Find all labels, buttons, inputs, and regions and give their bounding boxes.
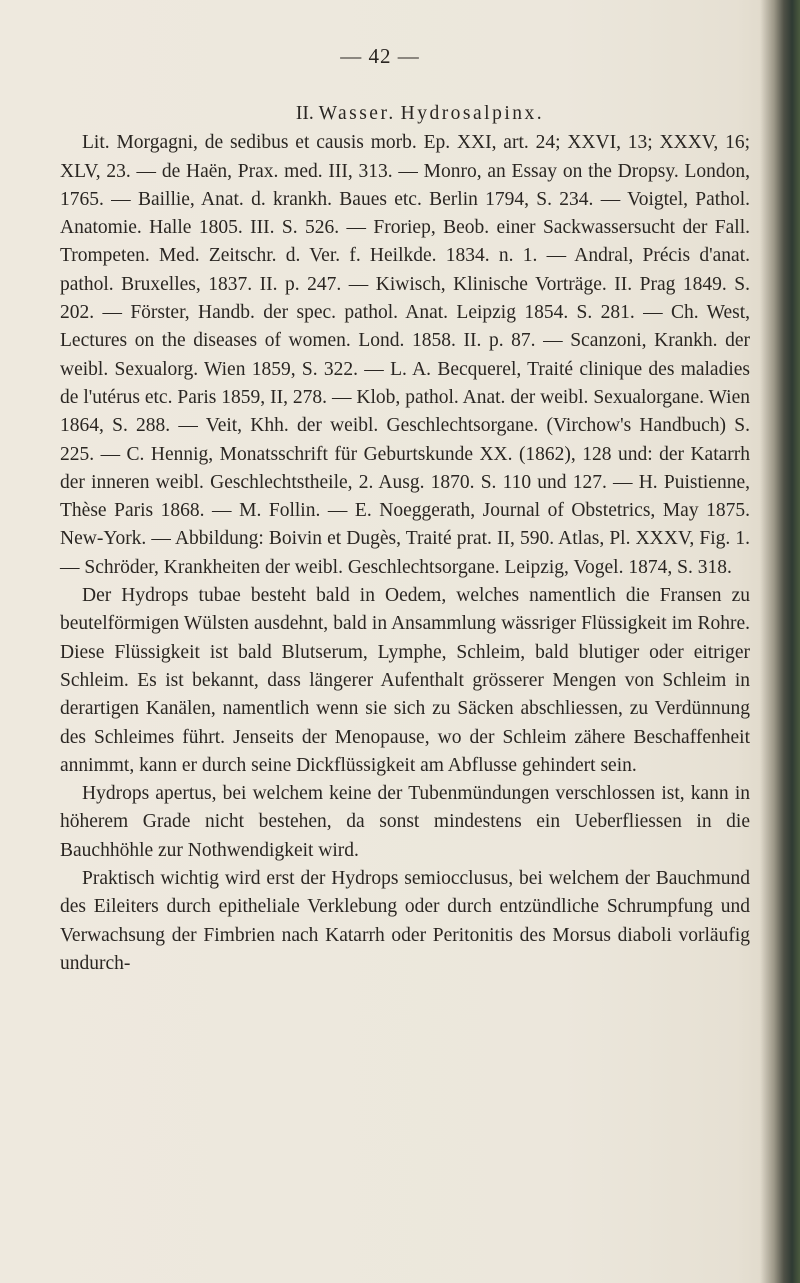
section-heading (60, 100, 750, 128)
page-number: — 42 — (340, 44, 420, 68)
body-paragraph: Der Hydrops tubae besteht bald in Oedem, welches namentlich die Fransen zu beutelförmigen Wülsten ausdehnt, bald in Ansammlung wässriger Flüssigkeit im Rohre. Diese Flüssigkeit ist bald Blutserum, Lymphe, Schleim, bald blutiger oder eitriger Schleim. Es ist bekannt, dass längerer Aufenthalt grösserer Mengen von Schleim in derartigen Kanälen, namentlich wenn sie sich zu Säcken abschliessen, zu Verdünnung des Schleimes führt. Jenseits der Menopause, wo der Schleim zähere Beschaffenheit annimmt, kann er durch seine Dickflüssigkeit am Abflusse gehindert sein. (60, 585, 750, 776)
section-title-word: Wasser. (318, 103, 396, 124)
section-numeral: II. (295, 103, 314, 124)
body-paragraph: Praktisch wichtig wird erst der Hydrops semiocclusus, bei welchem der Bauchmund des Eileiters durch epitheliale Verklebung oder durch entzündliche Schrumpfung und Verwachsung der Fimbrien nach Katarrh oder Peritonitis des Morsus diaboli vorläufig undurch- (60, 868, 750, 974)
text-block (60, 100, 750, 978)
section-title-term: Hydrosalpinx. (400, 103, 545, 124)
literature-paragraph: Lit. Morgagni, de sedibus et causis morb. Ep. XXI, art. 24; XXVI, 13; XXXV, 16; XLV, 23. — de Haën, Prax. med. III, 313. — Monro, an Essay on the Dropsy. London, 1765. — Baillie, Anat. d. krankh. Baues etc. Berlin 1794, S. 234. — Voigtel, Pathol. Anatomie. Halle 1805. III. S. 526. — Froriep, Beob. einer Sackwassersucht der Fall. Trompeten. Med. Zeitschr. d. Ver. f. Heilkde. 1834. n. 1. — Andral, Précis d'anat. pathol. Bruxelles, 1837. II. p. 247. — Kiwisch, Klinische Vorträge. II. Prag 1849. S. 202. — Förster, Handb. der spec. pathol. Anat. Leipzig 1854. S. 281. — Ch. West, Lectures on the diseases of women. Lond. 1858. II. p. 87. — Scanzoni, Krankh. der weibl. Sexualorg. Wien 1859, S. 322. — L. A. Becquerel, Traité clinique des maladies de l'utérus etc. Paris 1859, II, 278. — Klob, pathol. Anat. der weibl. Sexualorgane. Wien 1864, S. 288. — Veit, Khh. der weibl. Geschlechtsorgane. (Virchow's Handbuch) S. 225. — C. Hennig, Monatsschrift für Geburtskunde XX. (1862), 128 und: der Katarrh der inneren weibl. Geschlechtstheile, 2. Ausg. 1870. S. 110 und 127. — H. Puistienne, Thèse Paris 1868. — M. Follin. — E. Noeggerath, Journal of Obstetrics, May 1875. New-York. — Abbildung: Boivin et Dugès, Traité prat. II, 590. Atlas, Pl. XXXV, Fig. 1. — Schröder, Krankheiten der weibl. Geschlechtsorgane. Leipzig, Vogel. 1874, S. 318. (60, 132, 750, 578)
body-paragraph: Hydrops apertus, bei welchem keine der Tubenmündungen verschlossen ist, kann in höherem Grade nicht bestehen, da sonst mindestens ein Ueberfliessen in die Bauchhöhle zur Nothwendigkeit wird. (60, 783, 750, 861)
page-edge-shadow (760, 0, 800, 1283)
